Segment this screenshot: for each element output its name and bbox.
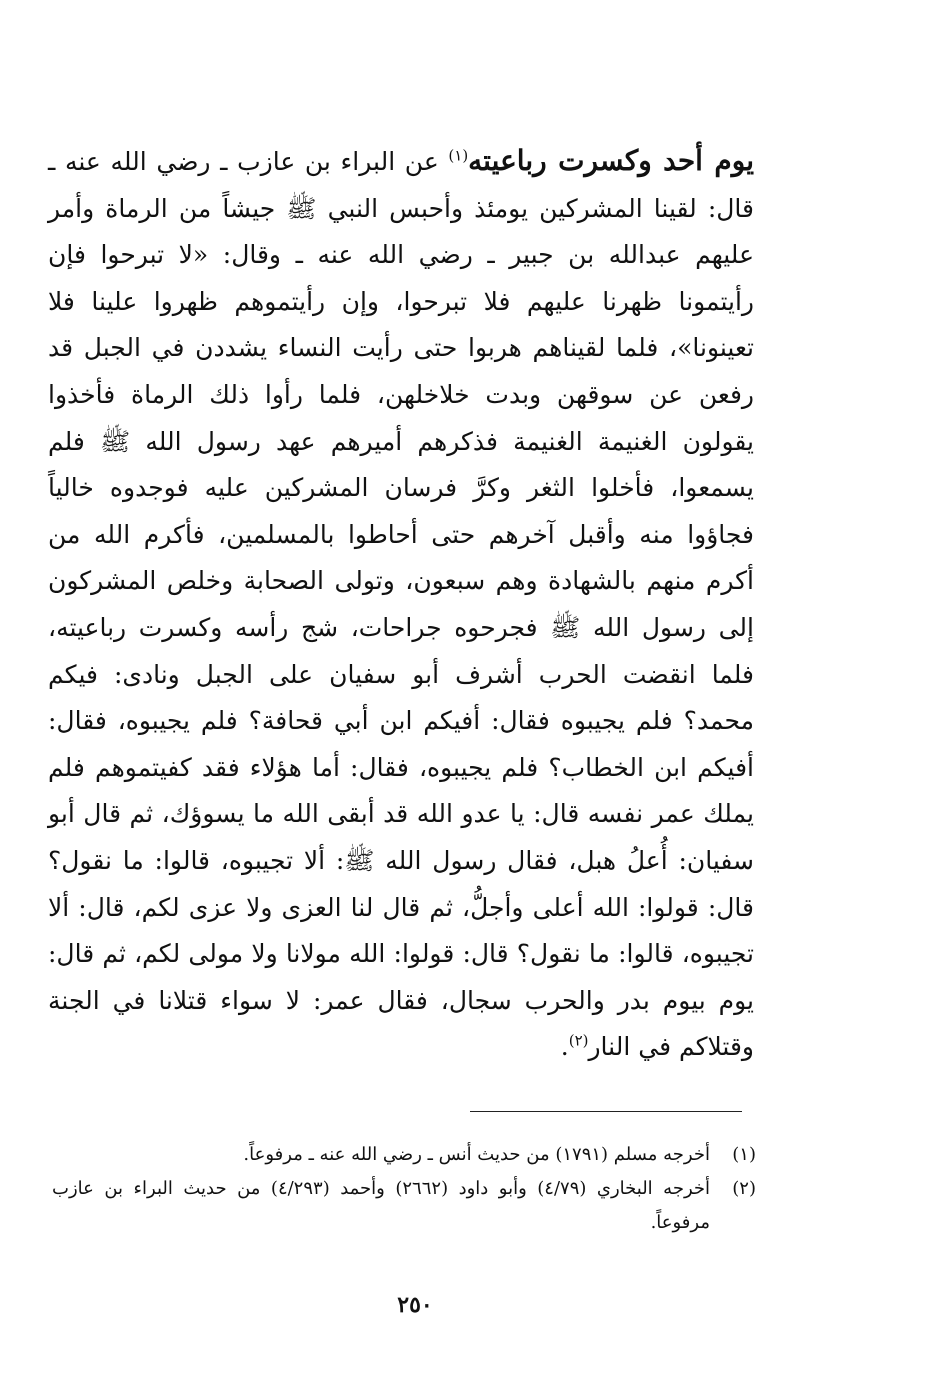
main-text [48,138,754,1071]
footnote-separator [470,1111,742,1112]
footnote-ref-1[interactable]: (١) [448,146,469,165]
footnote-number: (١) [732,1144,756,1165]
footnote-text: أخرجه البخاري (٤/٧٩) وأبو داود (٢٦٦٢) وأحمد (٤/٢٩٣) من حديث البراء بن عازب مرفوعاً. [52,1178,711,1233]
page-number: ٢٥٠ [397,1292,433,1318]
footnotes [52,1138,756,1240]
section-heading: يوم أحد وكسرت رباعيته [468,144,754,177]
footnote-ref-2[interactable]: (٢) [568,1031,589,1050]
footnote-number: (٢) [732,1178,756,1199]
footnote-1 [52,1138,756,1172]
footnote-2 [52,1172,756,1240]
hadith-paragraph: عن البراء بن عازب ـ رضي الله عنه ـ قال: لقينا المشركين يومئذ وأحبس النبي ﷺ جيشاً من الرماة وأمر عليهم عبدالله بن جبير ـ رضي الله عنه ـ وقال: «لا تبرحوا فإن رأيتمونا ظهرنا عليهم فلا تبرحوا، وإن رأيتموهم ظهروا علينا فلا تعينونا»، فلما لقيناهم هربوا حتى رأيت النساء يشددن في الجبل قد رفعن عن سوقهن وبدت خلاخلهن، فلما رأوا ذلك الرماة فأخذوا يقولون الغنيمة الغنيمة فذكرهم أميرهم عهد رسول الله ﷺ فلم يسمعوا، فأخلوا الثغر وكرَّ فرسان المشركين عليه فوجدوه خالياً فجاؤوا منه وأقبل آخرهم حتى أحاطوا بالمسلمين، فأكرم الله من أكرم منهم بالشهادة وهم سبعون، وتولى الصحابة وخلص المشركون إلى رسول الله ﷺ فجرحوه جراحات، شج رأسه وكسرت رباعيته، فلما انقضت الحرب أشرف أبو سفيان على الجبل ونادى: فيكم محمد؟ فلم يجيبوه فقال: أفيكم ابن أبي قحافة؟ فلم يجيبوه، فقال: أفيكم ابن الخطاب؟ فلم يجيبوه، فقال: أما هؤلاء فقد كفيتموهم فلم يملك عمر نفسه قال: يا عدو الله قد أبقى الله ما يسوؤك، ثم قال أبو سفيان: أُعلُ هبل، فقال رسول الله ﷺ: ألا تجيبوه، قالوا: ما نقول؟ قال: قولوا: الله أعلى وأجلُّ، ثم قال لنا العزى ولا عزى لكم، قال: ألا تجيبوه، قالوا: ما نقول؟ قال: قولوا: الله مولانا ولا مولى لكم، ثم قال: يوم بيوم بدر والحرب سجال، فقال عمر: لا سواء قتلانا في الجنة وقتلاكم في النار [48,147,754,1062]
closing-period: . [560,1032,569,1062]
footnote-text: أخرجه مسلم (١٧٩١) من حديث أنس ـ رضي الله عنه ـ مرفوعاً. [243,1144,710,1165]
